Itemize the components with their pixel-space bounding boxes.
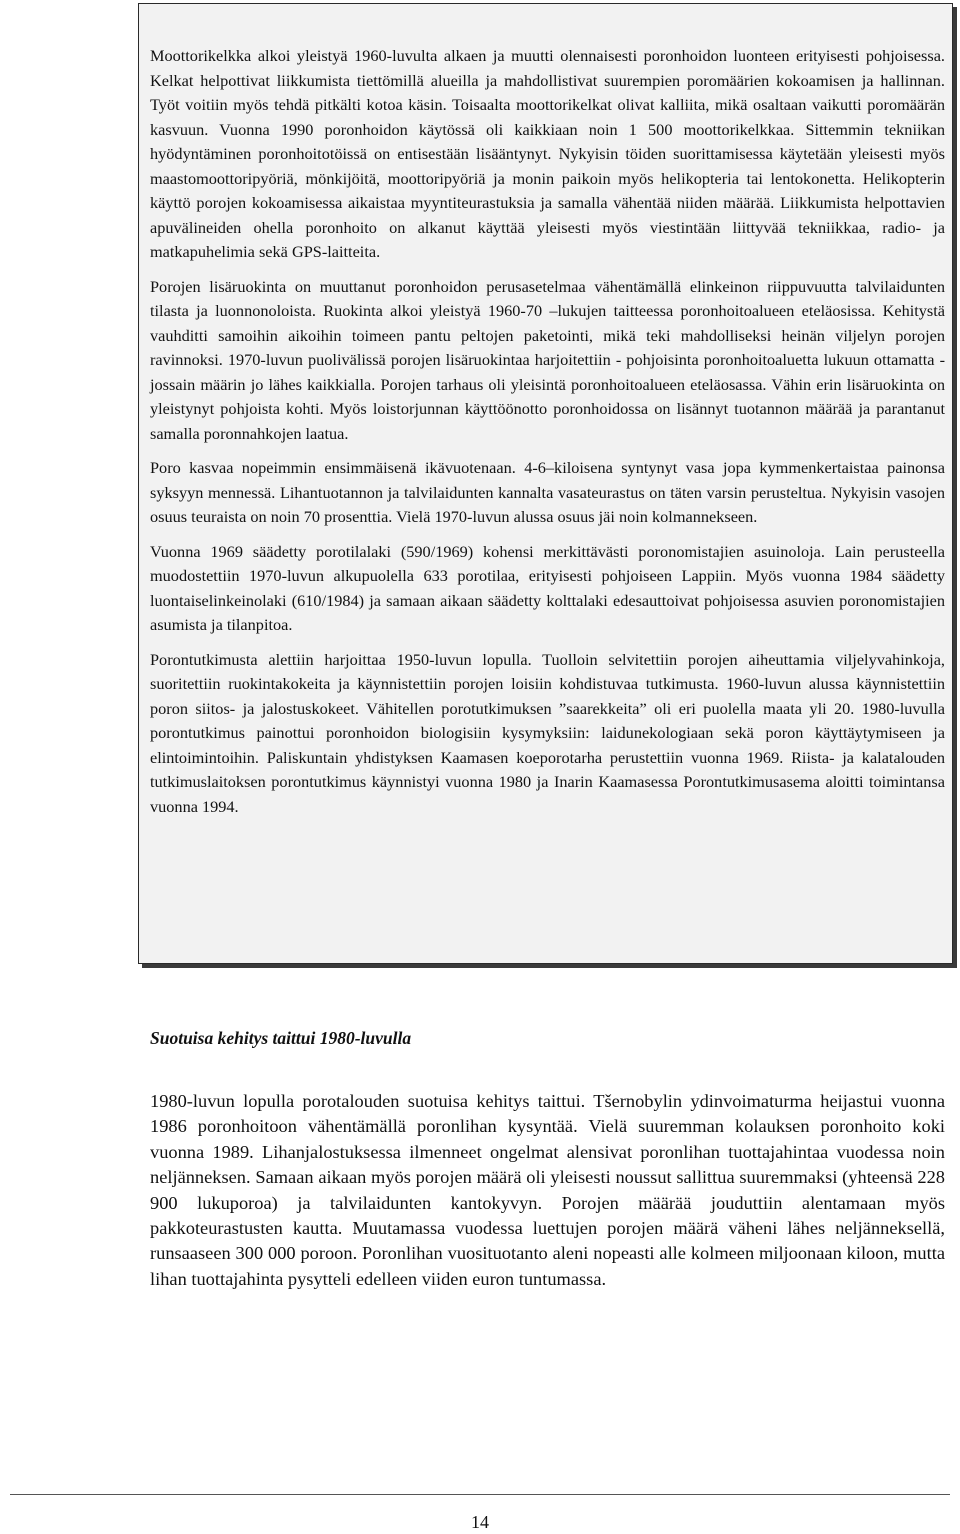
box-paragraph-reindeer-farm-law: Vuonna 1969 säädetty porotilalaki (590/1969) kohensi merkittävästi poronomistajien asuinoloja. Lain perusteella muodostettiin 1970-luvun alkupuolella 633 porotilaa, erityisesti pohjoiseen Lappiin. Myös vuonna 1984 säädetty luontaiselinkeinolaki (610/1984) ja samaan aikaan säädetty kolttalaki edesauttoivat pohjoisessa asuvien poronomistajien asumista ja tilanpitoa. — [150, 541, 945, 634]
box-paragraph-calf-growth: Poro kasvaa nopeimmin ensimmäisenä ikävuotenaan. 4-6–kiloisena syntynyt vasa jopa kymmenkertaistaa painonsa syksyyn mennessä. Lihantuotannon ja talvilaidunten kannalta vasateurastus on täten varsin perusteltua. Nykyisin vasojen osuus teuraista on noin 70 prosenttia. Vielä 1970-luvun alussa osuus jäi noin kolmannekseen. — [150, 458, 945, 526]
box-paragraph-supplementary-feeding: Porojen lisäruokinta on muuttanut poronhoidon perusasetelmaa vähentämällä elinkeinon riippuvuutta talvilaidunten tilasta ja luonnonoloista. Ruokinta alkoi yleistyä 1960-70 –lukujen taitteessa poronhoitoalueen eteläosissa. Kehitystä vauhditti samoihin aikoihin toimeen pantu peltojen paketointi, mikä teki mahdolliseksi heinän viljelyn porojen ravinnoksi. 1970-luvun puolivälissä porojen lisäruokintaa harjoitettiin - pohjoisinta poronhoitoaluetta lukuun ottamatta - jossain määrin jo lähes kaikkialla. Porojen tarhaus oli yleisintä poronhoitoalueen eteläosassa. Vähin erin lisäruokinta on yleistynyt pohjoista kohti. Myös loistorjunnan käyttöönotto poronhoidossa on lisännyt tuotannon määrää ja parantanut samalla poronnahkojen laatua. — [150, 276, 945, 443]
text-box — [138, 3, 953, 964]
text-box-content — [150, 44, 945, 829]
box-paragraph-reindeer-research: Porontutkimusta alettiin harjoittaa 1950-luvun lopulla. Tuolloin selvitettiin porojen aiheuttamia viljelyvahinkoja, suoritettiin ruokintakokeita ja käynnistettiin porojen loisiin kohdistuvaa tutkimusta. 1960-luvun alussa käynnistettiin poron siitos- ja jalostuskokeet. Vähitellen porotutkimuksen ”saarekkeita” oli eri puolella maata yli 20. 1980-luvulla porontutkimus painottui poronhoidon biologisiin kysymyksiin: laidunekologiaan sekä poron käyttäytymiseen ja elintoimintoihin. Paliskuntain yhdistyksen Kaamasen koeporotarha perustettiin vuonna 1969. Riista- ja kalatalouden tutkimuslaitoksen porontutkimus käynnistyi vuonna 1980 ja Inarin Kaamasessa Porontutkimusasema aloitti toimintansa vuonna 1994. — [150, 649, 945, 816]
section-heading: Suotuisa kehitys taittui 1980-luvulla — [150, 1028, 412, 1048]
page-number: 14 — [471, 1512, 489, 1532]
section-body-paragraph: 1980-luvun lopulla porotalouden suotuisa kehitys taittui. Tšernobylin ydinvoimaturma heijastui vuonna 1986 poronhoitoon vähentämällä poronlihan kysyntää. Vielä suuremman kolauksen poronhoito koki vuonna 1989. Lihanjalostuksessa ilmenneet ongelmat alensivat poronlihan tuottajahintaa vuodessa noin neljänneksen. Samaan aikaan myös porojen määrä oli yleisesti noussut sallittua suuremmaksi (yhteensä 228 900 lukuporoa) ja talvilaidunten kantokyvyn. Porojen määrää jouduttiin alentamaan myös pakkoteurastusten kautta. Muutamassa vuodessa luettujen porojen määrä väheni lähes neljänneksellä, runsaaseen 300 000 poroon. Poronlihan vuosituotanto aleni nopeasti alle kolmeen miljoonaan kiloon, mutta lihan tuottajahinta pysytteli edelleen viiden euron tuntumassa. — [150, 1091, 945, 1289]
footer-divider — [10, 1494, 950, 1495]
box-paragraph-snowmobiles: Moottorikelkka alkoi yleistyä 1960-luvulta alkaen ja muutti olennaisesti poronhoidon luonteen erityisesti pohjoisessa. Kelkat helpottivat liikkumista tiettömillä alueilla ja mahdollistivat suurempien poromäärien kokoamisen ja hallinnan. Työt voitiin myös tehdä pitkälti kotoa käsin. Toisaalta moottorikelkat olivat kalliita, mikä osaltaan vaikutti poromäärän kasvuun. Vuonna 1990 poronhoidon käytössä oli kaikkiaan noin 1 500 moottorikelkkaa. Sittemmin tekniikan hyödyntäminen poronhoitotöissä on entisestään lisääntynyt. Nykyisin töiden suorittamisessa käytetään yleisesti myös maastomoottoripyöriä, mönkijöitä, moottoripyöriä ja monin paikoin myös helikopteria tai lentokonetta. Helikopterin käyttö porojen kokoamisessa aikaistaa myyntiteurastuksia ja samalla vähentää niiden määrää. Liikkumista helpottavien apuvälineiden ohella poronhoito on alkanut käyttää yleisesti myös viestintään liittyvää tekniikkaa, radio- ja matkapuhelimia sekä GPS-laitteita. — [150, 46, 945, 261]
